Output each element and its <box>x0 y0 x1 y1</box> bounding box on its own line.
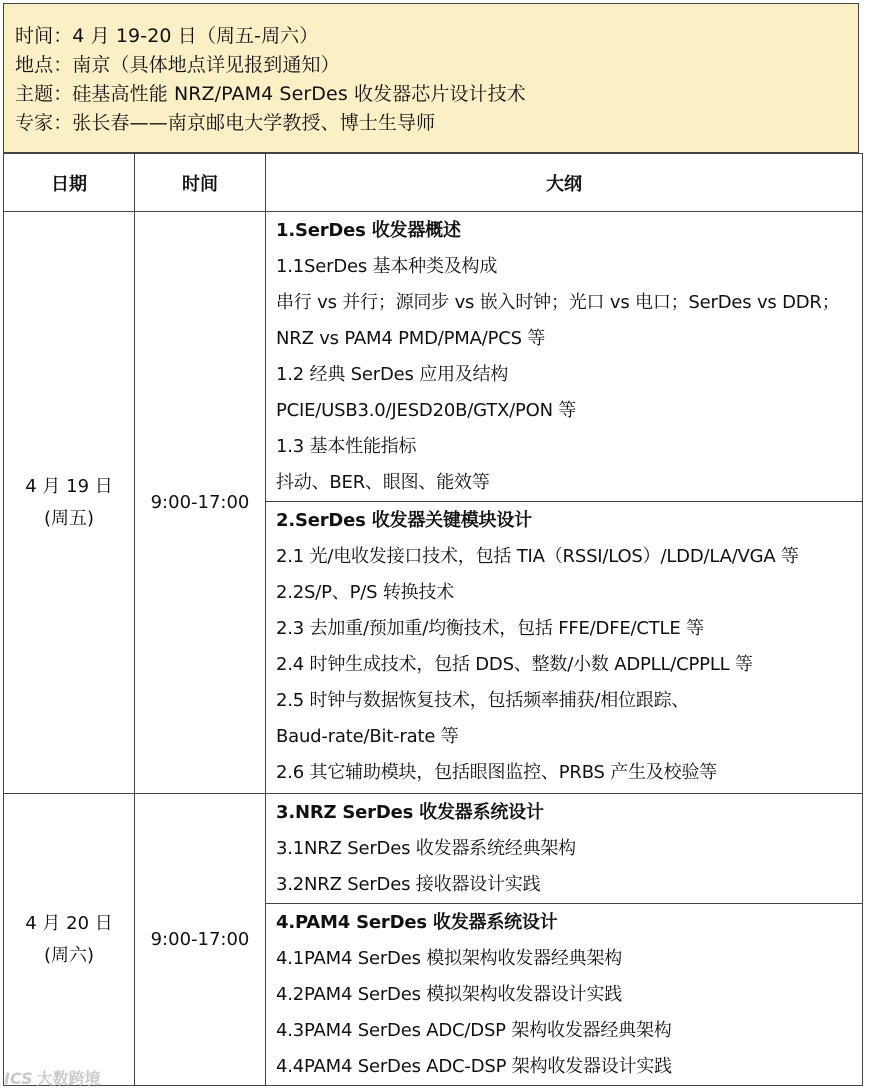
watermark-logo-icon: ICS <box>4 1069 33 1088</box>
event-topic: 主题：硅基高性能 NRZ/PAM4 SerDes 收发器芯片设计技术 <box>15 83 526 105</box>
day2-date-cell <box>4 794 135 1086</box>
section-title: 4.PAM4 SerDes 收发器系统设计 <box>276 912 558 933</box>
outline-line: 2.3 去加重/预加重/均衡技术，包括 FFE/DFE/CTLE 等 <box>276 618 704 639</box>
outline-line: 1.3 基本性能指标 <box>276 436 417 457</box>
event-info-box <box>3 3 859 153</box>
section-title: 2.SerDes 收发器关键模块设计 <box>276 510 532 531</box>
outline-section-4 <box>266 904 863 1086</box>
section-title: 3.NRZ SerDes 收发器系统设计 <box>276 802 544 823</box>
outline-line: NRZ vs PAM4 PMD/PMA/PCS 等 <box>276 328 546 349</box>
outline-line: 3.1NRZ SerDes 收发器系统经典架构 <box>276 838 576 859</box>
outline-line: 2.2S/P、P/S 转换技术 <box>276 582 455 603</box>
outline-section-2 <box>266 502 863 794</box>
event-location: 地点：南京（具体地点详见报到通知） <box>15 54 340 76</box>
header-time: 时间 <box>135 154 266 212</box>
event-expert: 专家：张长春——南京邮电大学教授、博士生导师 <box>15 112 436 134</box>
outline-line: 4.3PAM4 SerDes ADC/DSP 架构收发器经典架构 <box>276 1020 672 1041</box>
table-header-row <box>4 154 863 212</box>
outline-line: 3.2NRZ SerDes 接收器设计实践 <box>276 874 541 895</box>
outline-line: 2.5 时钟与数据恢复技术，包括频率捕获/相位跟踪、 <box>276 690 690 711</box>
outline-line: 2.1 光/电收发接口技术，包括 TIA（RSSI/LOS）/LDD/LA/VGA 等 <box>276 546 799 567</box>
outline-line: Baud-rate/Bit-rate 等 <box>276 726 459 747</box>
header-outline: 大纲 <box>266 154 863 212</box>
day1-time: 9:00-17:00 <box>135 212 266 794</box>
schedule-table <box>3 153 863 1086</box>
table-row <box>4 794 863 904</box>
section-title: 1.SerDes 收发器概述 <box>276 220 461 241</box>
day2-weekday: (周六) <box>43 944 95 966</box>
outline-line: 2.4 时钟生成技术，包括 DDS、整数/小数 ADPLL/CPPLL 等 <box>276 654 753 675</box>
outline-line: 4.2PAM4 SerDes 模拟架构收发器设计实践 <box>276 984 623 1005</box>
outline-line: 1.1SerDes 基本种类及构成 <box>276 256 498 277</box>
outline-line: 抖动、BER、眼图、能效等 <box>276 472 490 493</box>
watermark-text: 大数跨境 <box>36 1069 101 1088</box>
outline-line: 4.4PAM4 SerDes ADC-DSP 架构收发器设计实践 <box>276 1056 672 1077</box>
day1-date-cell <box>4 212 135 794</box>
day2-date: 4 月 20 日 <box>25 912 113 934</box>
outline-line: 1.2 经典 SerDes 应用及结构 <box>276 364 509 385</box>
outline-section-3 <box>266 794 863 904</box>
header-date: 日期 <box>4 154 135 212</box>
day1-date: 4 月 19 日 <box>25 475 113 497</box>
outline-line: 4.1PAM4 SerDes 模拟架构收发器经典架构 <box>276 948 623 969</box>
outline-section-1 <box>266 212 863 502</box>
day1-weekday: (周五) <box>43 507 95 529</box>
outline-line: 2.6 其它辅助模块，包括眼图监控、PRBS 产生及校验等 <box>276 762 718 783</box>
outline-line: 串行 vs 并行；源同步 vs 嵌入时钟；光口 vs 电口；SerDes vs DDR； <box>276 292 840 313</box>
watermark <box>4 1066 101 1089</box>
event-time: 时间：4 月 19-20 日（周五-周六） <box>15 25 319 47</box>
table-row <box>4 212 863 502</box>
outline-line: PCIE/USB3.0/JESD20B/GTX/PON 等 <box>276 400 577 421</box>
day2-time: 9:00-17:00 <box>135 794 266 1086</box>
